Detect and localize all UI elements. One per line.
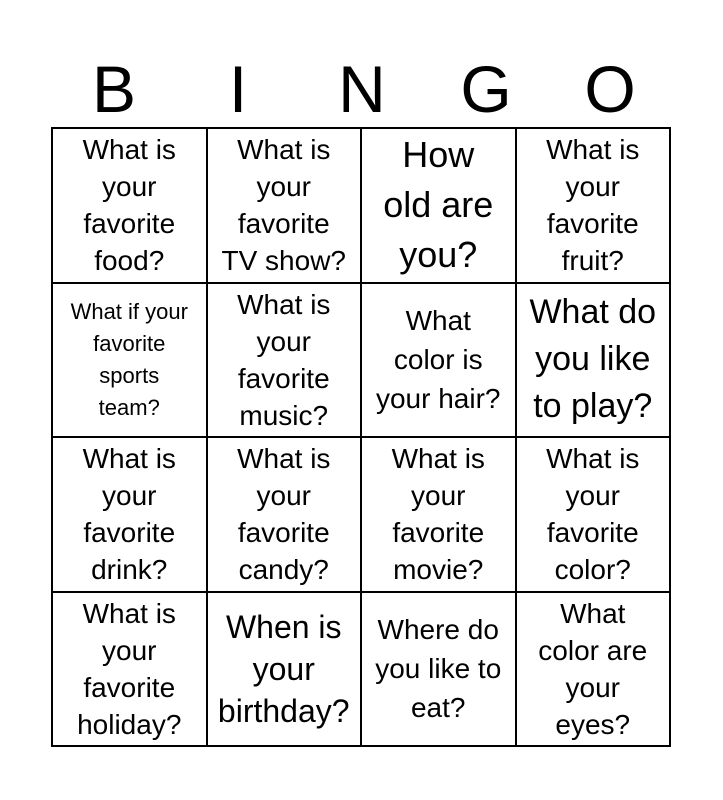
cell-text: What is your favorite music? (237, 288, 331, 431)
bingo-cell[interactable] (362, 593, 517, 748)
cell-text: What is your favorite food? (82, 134, 176, 277)
header-letter-g: G (460, 52, 512, 126)
cell-text: What do you like to play? (529, 293, 657, 426)
bingo-cell[interactable] (362, 129, 517, 284)
bingo-cell[interactable] (517, 129, 672, 284)
cell-text: What is your favorite color? (546, 443, 640, 586)
bingo-cell[interactable] (517, 284, 672, 439)
bingo-cell[interactable] (53, 593, 208, 748)
cell-text: What color are your eyes? (538, 597, 648, 740)
bingo-header (52, 52, 672, 126)
bingo-cell[interactable] (362, 284, 517, 439)
cell-text: What is your favorite TV show? (221, 134, 346, 277)
bingo-cell[interactable] (208, 438, 363, 593)
cell-text: What is your favorite movie? (391, 443, 485, 586)
bingo-grid (51, 127, 671, 747)
cell-text: Where do you like to eat? (375, 614, 502, 724)
bingo-cell[interactable] (53, 438, 208, 593)
bingo-cell[interactable] (362, 438, 517, 593)
bingo-cell[interactable] (208, 284, 363, 439)
bingo-cell[interactable] (208, 593, 363, 748)
header-letter-o: O (584, 52, 636, 126)
cell-text: What color is your hair? (375, 305, 501, 415)
cell-text: What is your favorite holiday? (77, 597, 182, 740)
header-letter-b: B (91, 52, 137, 126)
header-letter-n: N (338, 52, 386, 126)
bingo-cell[interactable] (53, 284, 208, 439)
cell-text: How old are you? (383, 134, 494, 276)
cell-text: What if your favorite sports team? (70, 298, 188, 420)
cell-text: What is your favorite drink? (82, 443, 176, 586)
cell-text: When is your birthday? (217, 608, 350, 729)
bingo-cell[interactable] (208, 129, 363, 284)
bingo-cell[interactable] (517, 593, 672, 748)
bingo-cell[interactable] (517, 438, 672, 593)
header-letter-i: I (228, 52, 248, 126)
cell-text: What is your favorite candy? (237, 443, 331, 586)
cell-text: What is your favorite fruit? (546, 134, 640, 277)
bingo-cell[interactable] (53, 129, 208, 284)
